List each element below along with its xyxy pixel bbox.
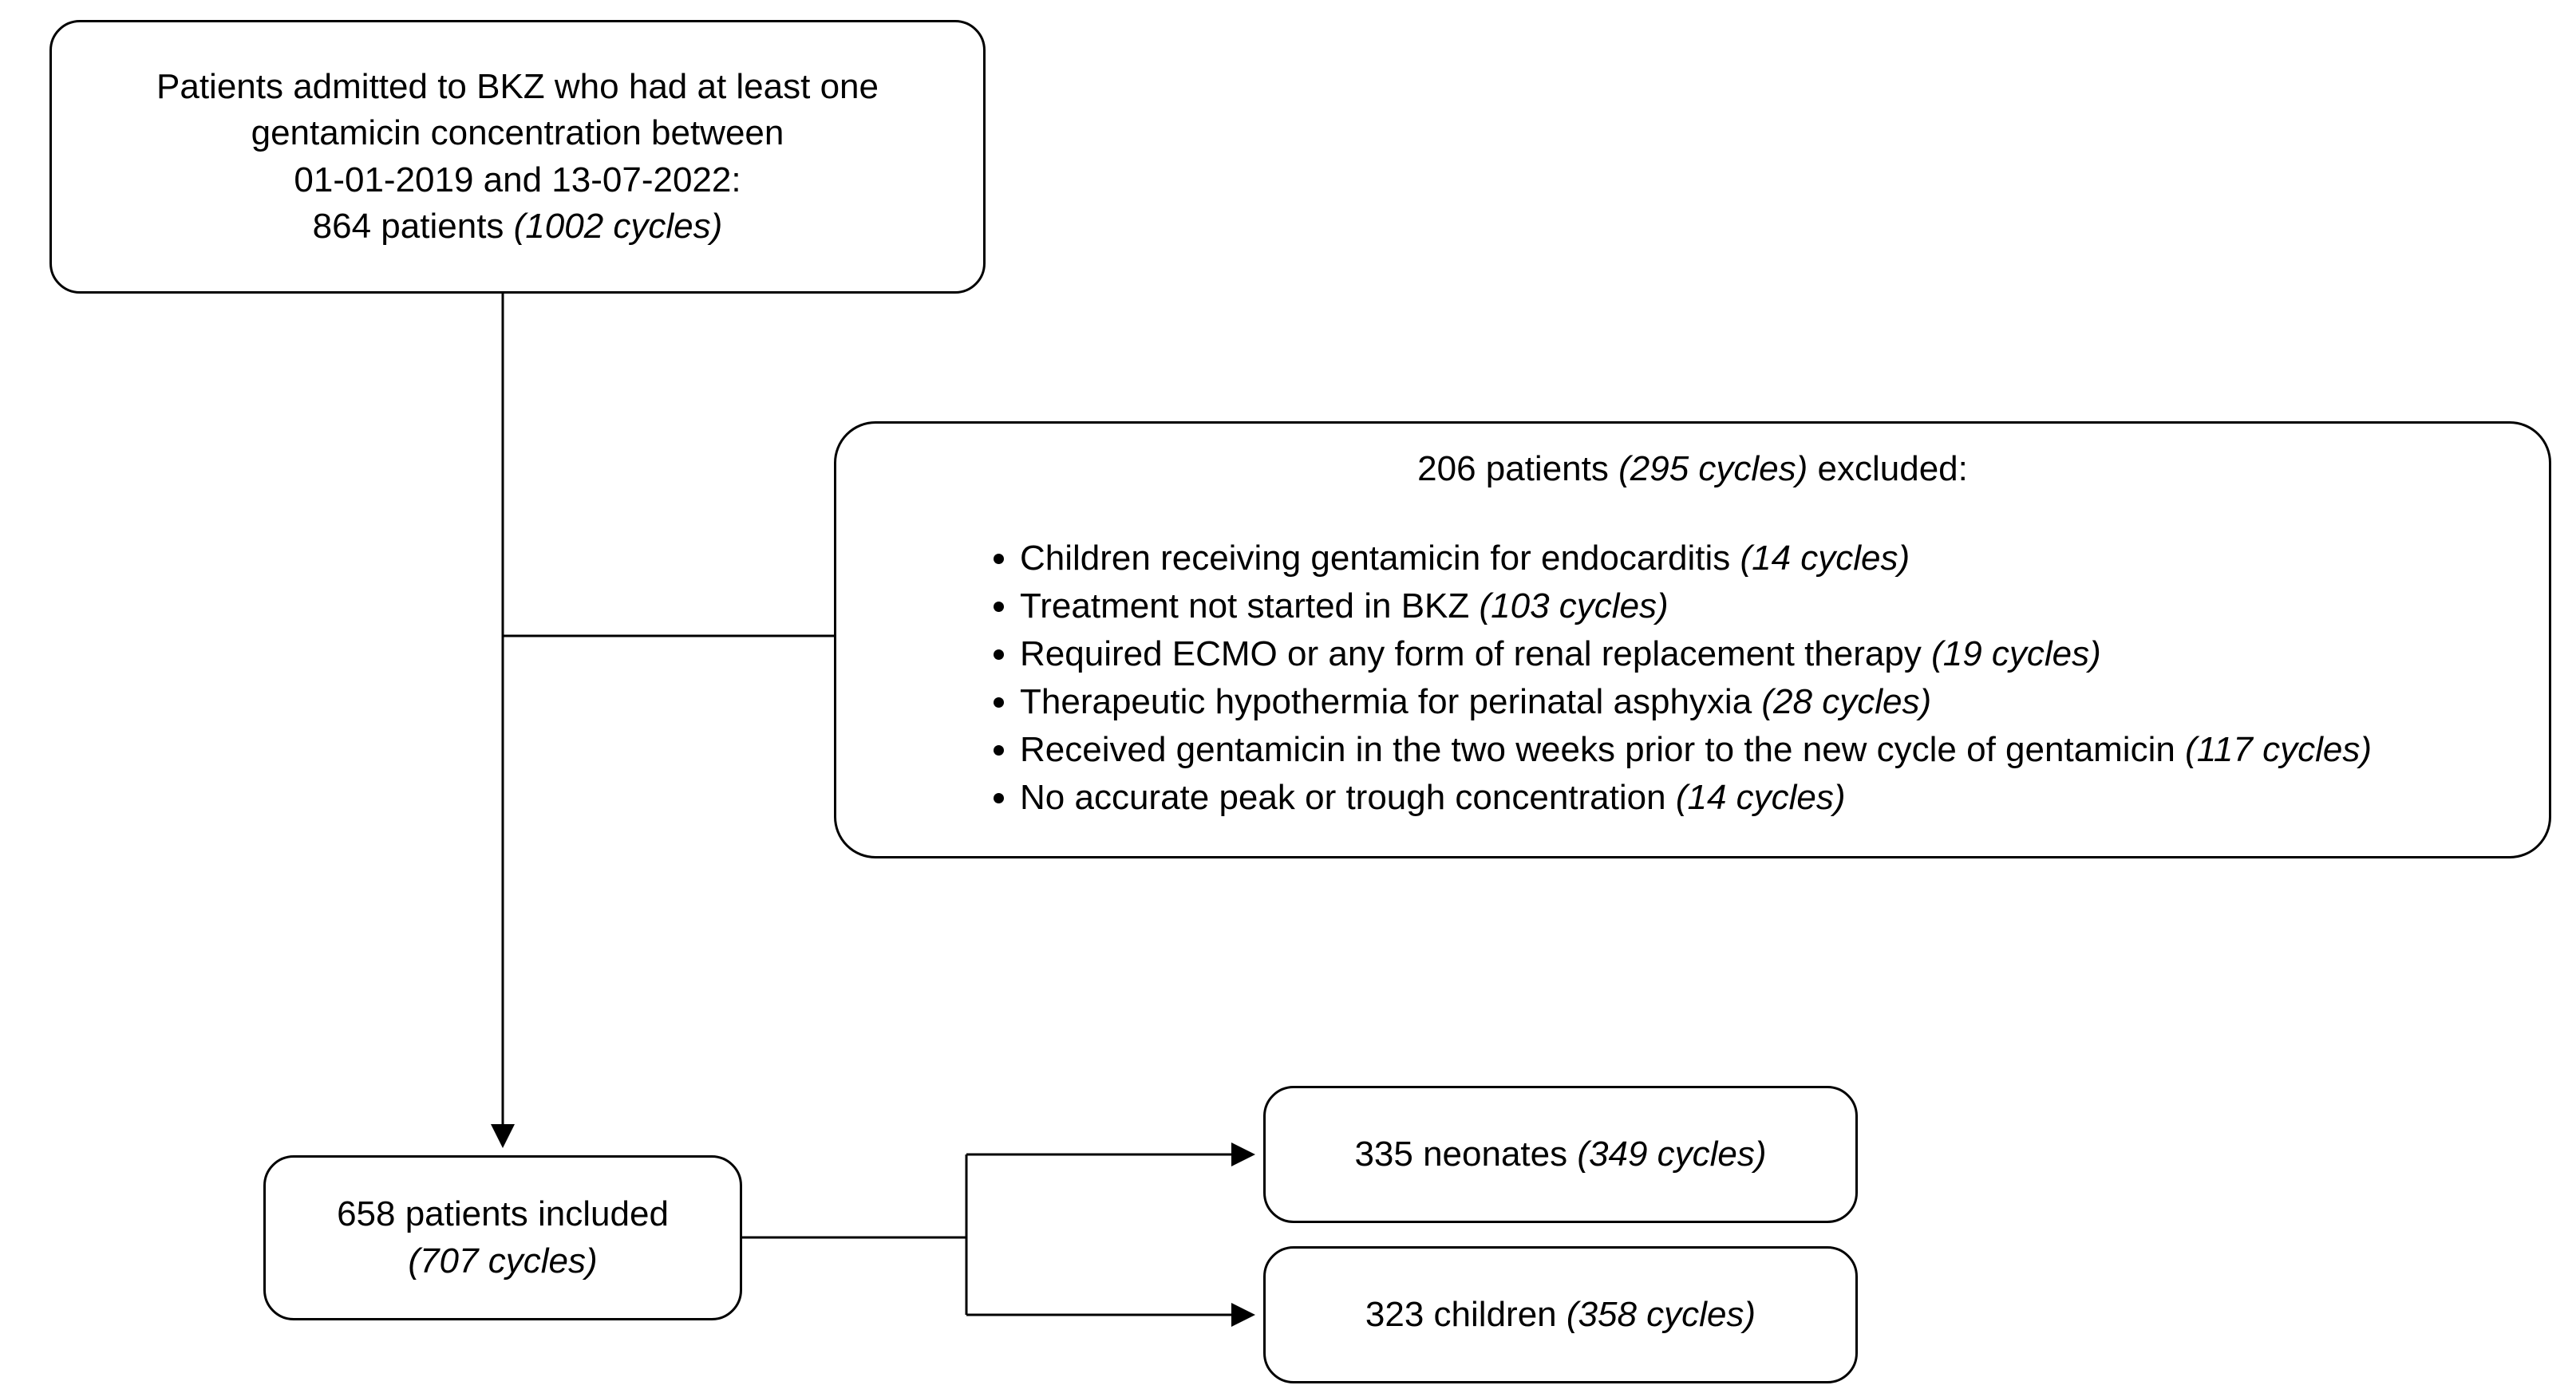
reason-cycles: (103 cycles) (1479, 586, 1669, 626)
included-cycles: (707 cycles) (408, 1241, 598, 1281)
included-patients-box (263, 1155, 742, 1320)
children-line (1365, 1292, 1756, 1338)
reason-cycles: (117 cycles) (2185, 730, 2372, 770)
exclusion-count: 206 patients (1417, 449, 1619, 488)
reason-text: No accurate peak or trough concentration (1020, 778, 1676, 818)
reason-cycles: (28 cycles) (1761, 682, 1932, 722)
admitted-line-2: gentamicin concentration between (251, 113, 784, 153)
exclusion-cycles: (295 cycles) (1618, 449, 1808, 488)
reason-text: Required ECMO or any form of renal replacement therapy (1020, 634, 1932, 674)
exclusion-reason-prior-gentamicin (1020, 727, 2517, 773)
children-box (1263, 1246, 1858, 1383)
exclusion-reason-not-started-bkz (1020, 583, 2517, 629)
exclusion-label: excluded: (1808, 449, 1968, 488)
admitted-count-line (313, 203, 723, 250)
children-cycles: (358 cycles) (1566, 1294, 1756, 1334)
reason-cycles: (19 cycles) (1931, 634, 2101, 674)
reason-text: Received gentamicin in the two weeks prior to the new cycle of gentamicin (1020, 730, 2186, 770)
admitted-cycles: (1002 cycles) (513, 206, 723, 246)
reason-cycles: (14 cycles) (1740, 539, 1910, 578)
neonates-cycles: (349 cycles) (1577, 1134, 1767, 1174)
reason-text: Therapeutic hypothermia for perinatal asphyxia (1020, 682, 1762, 722)
exclusion-reason-endocarditis (1020, 535, 2517, 582)
admitted-line-3: 01-01-2019 and 13-07-2022: (294, 160, 741, 199)
exclusion-reason-hypothermia (1020, 679, 2517, 725)
reason-cycles: (14 cycles) (1675, 778, 1846, 818)
admitted-count: 864 patients (312, 206, 514, 246)
included-count: 658 patients included (337, 1194, 669, 1234)
exclusion-reason-no-accurate-concentration (1020, 775, 2517, 821)
reason-text: Children receiving gentamicin for endocarditis (1020, 539, 1740, 578)
children-count: 323 children (1365, 1294, 1567, 1334)
neonates-line (1354, 1131, 1766, 1178)
admitted-patients-box (49, 20, 986, 294)
excluded-patients-box (834, 421, 2551, 858)
exclusion-reason-ecmo-rrt (1020, 631, 2517, 677)
reason-text: Treatment not started in BKZ (1020, 586, 1480, 626)
neonates-box (1263, 1086, 1858, 1223)
exclusion-reason-list (868, 535, 2517, 821)
admitted-line-1: Patients admitted to BKZ who had at least one (156, 67, 879, 107)
neonates-count: 335 neonates (1354, 1134, 1578, 1174)
exclusion-header (868, 446, 2517, 492)
